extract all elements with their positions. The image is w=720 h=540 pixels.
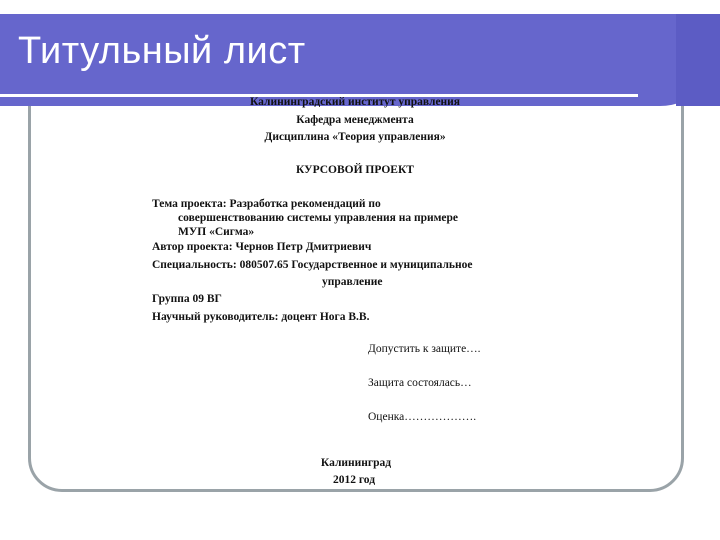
city: Калининград — [320, 457, 392, 469]
project-author: Автор проекта: Чернов Петр Дмитриевич — [152, 241, 372, 253]
student-group: Группа 09 ВГ — [152, 293, 222, 305]
project-topic-line-3: МУП «Сигма» — [178, 226, 255, 238]
discipline-name: Дисциплина «Теория управления» — [264, 131, 446, 143]
admit-to-defense: Допустить к защите…. — [368, 343, 481, 355]
defense-held: Защита состоялась… — [368, 377, 472, 389]
specialty-line-2: управление — [322, 276, 383, 288]
supervisor: Научный руководитель: доцент Нога В.В. — [152, 311, 370, 323]
project-topic-line-1: Тема проекта: Разработка рекомендаций по — [152, 198, 381, 210]
year: 2012 год — [332, 474, 376, 486]
institute-name: Калининградский институт управления — [249, 96, 461, 108]
grade: Оценка………………. — [368, 411, 477, 423]
project-topic-line-2: совершенствованию системы управления на примере — [178, 212, 459, 224]
department-name: Кафедра менеджмента — [296, 114, 414, 126]
work-type: КУРСОВОЙ ПРОЕКТ — [296, 164, 414, 176]
specialty-line-1: Специальность: 080507.65 Государственное и муниципальное — [152, 259, 473, 271]
slide-title: Титульный лист — [18, 30, 306, 72]
